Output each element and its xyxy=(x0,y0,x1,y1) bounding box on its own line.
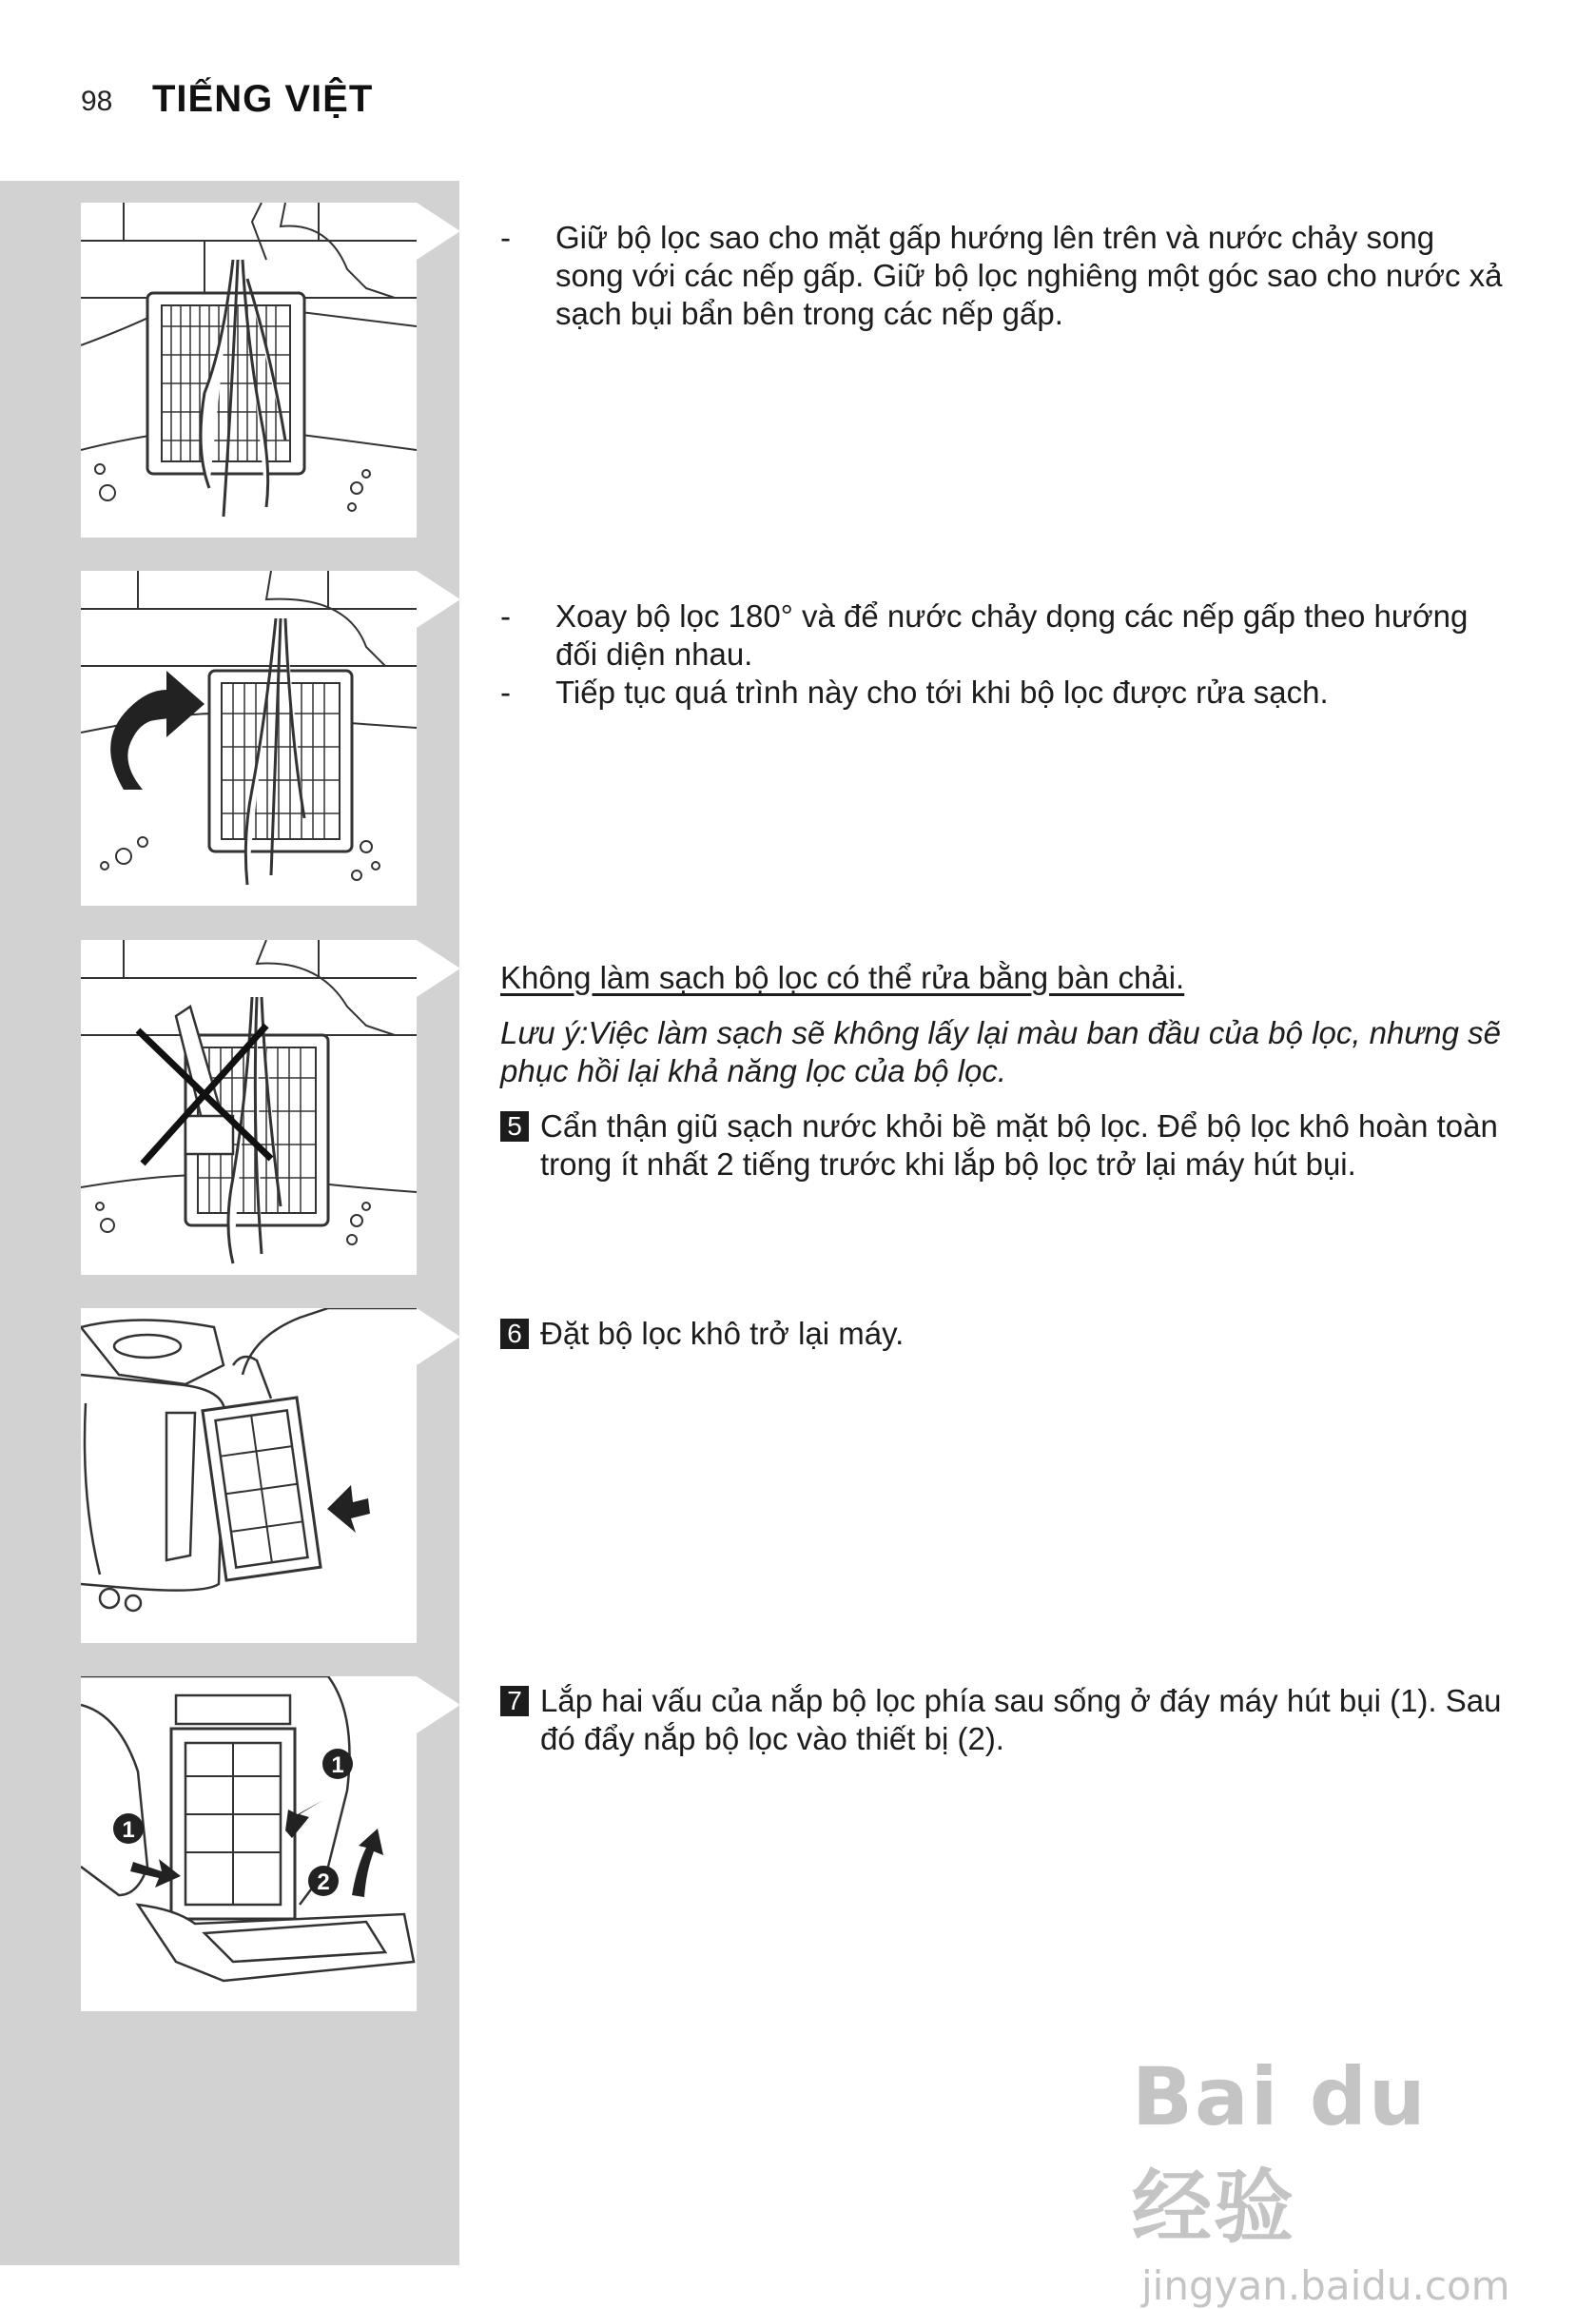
bullet-text: Tiếp tục quá trình này cho tới khi bộ lọc được rửa sạch. xyxy=(555,675,1329,710)
note-text: Lưu ý:Việc làm sạch sẽ không lấy lại màu ban đầu của bộ lọc, nhưng sẽ phục hồi lại khả năng lọc của bộ lọc. xyxy=(500,1015,1502,1088)
bullet-text: Giữ bộ lọc sao cho mặt gấp hướng lên trên và nước chảy song song với các nếp gấp. Giữ bộ lọc nghiêng một góc sao cho nước xả sạch bụi bẩn bên trong các nếp gấp. xyxy=(555,220,1503,331)
step-5 xyxy=(500,1107,1508,1184)
panel-pointer xyxy=(417,1308,460,1365)
bullet-text: Xoay bộ lọc 180° và để nước chảy dọng các nếp gấp theo hướng đối diện nhau. xyxy=(555,598,1469,672)
baidu-watermark xyxy=(1132,2050,1531,2309)
callout-label: 1 xyxy=(122,1817,135,1843)
bullet-item: - Giữ bộ lọc sao cho mặt gấp hướng lên trên và nước chảy song song với các nếp gấp. Giữ bộ lọc nghiêng một góc sao cho nước xả sạch bụi bẩn bên trong các nếp gấp. xyxy=(500,219,1508,333)
step-text: Cẩn thận giũ sạch nước khỏi bề mặt bộ lọc. Để bộ lọc khô hoàn toàn trong ít nhất 2 tiếng trước khi lắp bộ lọc trở lại máy hút bụi. xyxy=(540,1108,1498,1182)
panel-pointer xyxy=(417,1676,460,1733)
step-7 xyxy=(500,1682,1508,1758)
step-number-badge: 7 xyxy=(500,1686,529,1716)
panel-pointer xyxy=(417,940,460,997)
illustration-rotate-filter xyxy=(81,571,417,906)
warning-heading: Không làm sạch bộ lọc có thể rửa bằng bàn chải. xyxy=(500,960,1185,995)
watermark-url: jingyan.baidu.com xyxy=(1141,2262,1510,2309)
bullet-item: - Tiếp tục quá trình này cho tới khi bộ lọc được rửa sạch. xyxy=(500,674,1508,712)
section-1 xyxy=(500,219,1508,333)
bullet-item: - Xoay bộ lọc 180° và để nước chảy dọng các nếp gấp theo hướng đối diện nhau. xyxy=(500,597,1508,674)
callout-label: 2 xyxy=(317,1869,330,1895)
step-number-badge: 5 xyxy=(500,1111,529,1142)
panel-pointer xyxy=(417,203,460,260)
illustration-no-brush xyxy=(81,940,417,1275)
illustration-insert-filter xyxy=(81,1308,417,1643)
step-6 xyxy=(500,1315,1508,1353)
step-text: Lắp hai vấu của nắp bộ lọc phía sau sống ở đáy máy hút bụi (1). Sau đó đẩy nắp bộ lọc vào thiết bị (2). xyxy=(540,1683,1502,1756)
page-number: 98 xyxy=(81,86,113,117)
panel-pointer xyxy=(417,571,460,628)
section-4 xyxy=(500,1315,1508,1353)
section-3 xyxy=(500,959,1508,1184)
step-text: Đặt bộ lọc khô trở lại máy. xyxy=(540,1316,905,1351)
section-2 xyxy=(500,597,1508,712)
page-language-title: TIẾNG VIỆT xyxy=(152,78,374,120)
illustration-attach-cover xyxy=(81,1676,417,2011)
section-5 xyxy=(500,1682,1508,1758)
watermark-logo: Bai du 经验 xyxy=(1132,2050,1428,2254)
step-number-badge: 6 xyxy=(500,1319,529,1349)
illustration-rinse-filter xyxy=(81,203,417,538)
callout-label: 1 xyxy=(331,1752,344,1778)
